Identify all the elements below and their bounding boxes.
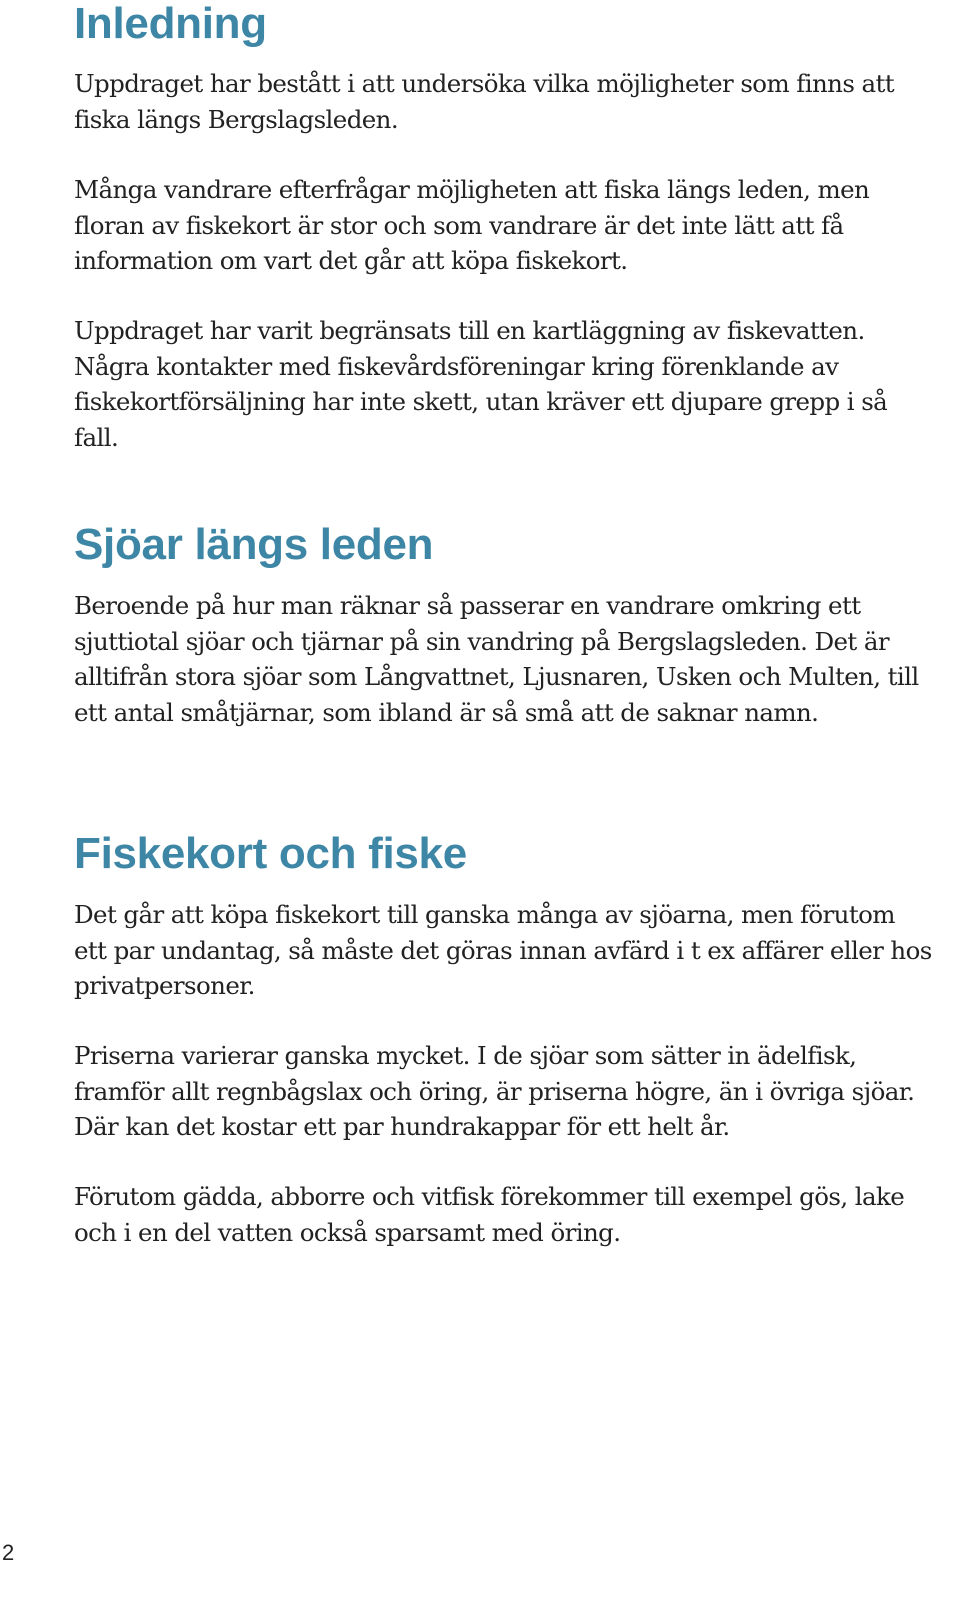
page-number: 2 bbox=[2, 1540, 15, 1565]
paragraph: Förutom gädda, abborre och vitfisk förekommer till exempel gös, lake och i en del vatten också sparsamt med öring. bbox=[74, 1182, 905, 1247]
heading-sjoar-langs-leden: Sjöar längs leden bbox=[74, 520, 434, 569]
paragraph: Beroende på hur man räknar så passerar en vandrare omkring ett sjuttiotal sjöar och tjärnar på sin vandring på Bergslagsleden. Det är alltifrån stora sjöar som Långvattnet, Ljusnaren, Usken och Multen, till ett antal småtjärnar, som ibland är så små att de saknar namn. bbox=[74, 591, 919, 727]
paragraph: Uppdraget har varit begränsats till en kartläggning av fiskevatten. Några kontakter med fiskevårdsföreningar kring förenklande av fiskekortförsäljning har inte skett, utan kräver ett djupare grepp i så fall. bbox=[74, 316, 888, 452]
paragraph: Många vandrare efterfrågar möjligheten att fiska längs leden, men floran av fiskekort är stor och som vandrare är det inte lätt att få information om vart det går att köpa fiskekort. bbox=[74, 175, 870, 275]
paragraph: Priserna varierar ganska mycket. I de sjöar som sätter in ädelfisk, framför allt regnbågslax och öring, är priserna högre, än i övriga sjöar. Där kan det kostar ett par hundrakappar för ett helt år. bbox=[74, 1041, 915, 1141]
paragraph: Det går att köpa fiskekort till ganska många av sjöarna, men förutom ett par undantag, så måste det göras innan avfärd i t ex affärer eller hos privatpersoner. bbox=[74, 900, 932, 1000]
paragraph: Uppdraget har bestått i att undersöka vilka möjligheter som finns att fiska längs Bergslagsleden. bbox=[74, 69, 895, 134]
heading-inledning: Inledning bbox=[74, 0, 267, 48]
heading-fiskekort-och-fiske: Fiskekort och fiske bbox=[74, 829, 467, 878]
